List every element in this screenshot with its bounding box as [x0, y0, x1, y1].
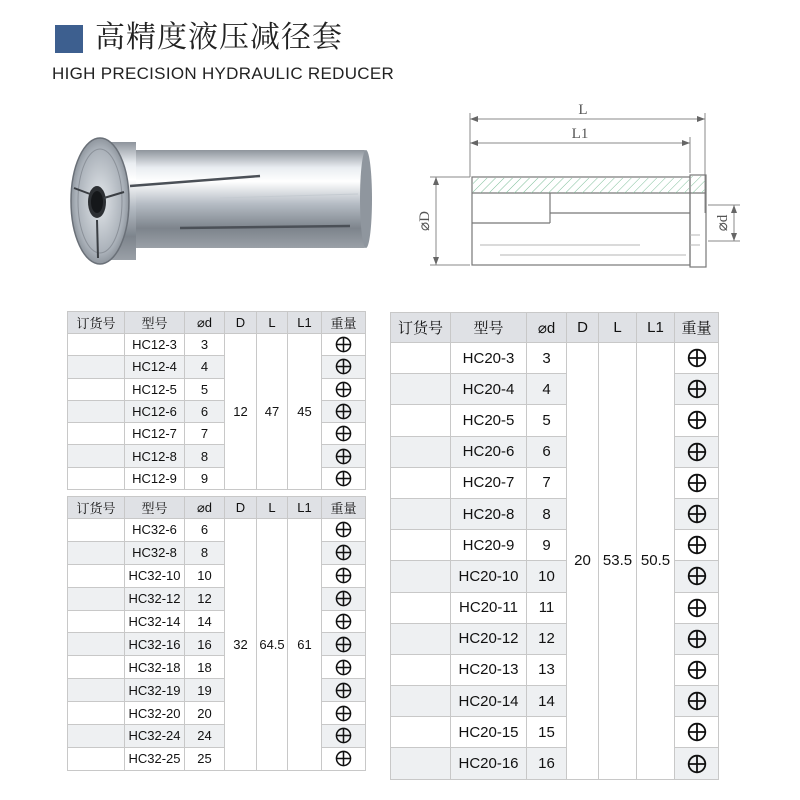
d-cell: 6 [185, 400, 225, 422]
d-cell: 10 [185, 564, 225, 587]
title-accent-square [55, 25, 83, 53]
weight-cell [675, 717, 719, 748]
order-no-cell [68, 564, 125, 587]
weight-cell [322, 610, 366, 633]
L-cell: 53.5 [599, 343, 637, 780]
d-cell: 8 [527, 498, 567, 529]
circle-plus-icon [335, 613, 352, 628]
product-photo [60, 128, 380, 278]
circle-plus-icon [335, 750, 352, 765]
d-cell: 3 [527, 343, 567, 374]
table-row [68, 610, 366, 633]
model-cell: HC32-10 [125, 564, 185, 587]
order-no-cell [68, 610, 125, 633]
weight-cell [322, 747, 366, 770]
model-cell: HC20-6 [451, 436, 527, 467]
weight-cell [675, 561, 719, 592]
circle-plus-icon [335, 727, 352, 742]
d-cell: 13 [527, 654, 567, 685]
model-cell: HC20-8 [451, 498, 527, 529]
D-cell: 20 [567, 343, 599, 780]
model-cell: HC20-12 [451, 623, 527, 654]
d-cell: 19 [185, 679, 225, 702]
table-row [68, 445, 366, 467]
order-no-cell [391, 561, 451, 592]
weight-cell [322, 725, 366, 748]
circle-plus-icon [335, 358, 352, 373]
d-cell: 10 [527, 561, 567, 592]
table-row [68, 541, 366, 564]
dim-L1-label: L1 [571, 126, 589, 142]
weight-cell [322, 334, 366, 356]
weight-cell [322, 541, 366, 564]
dim-D-label: ⌀D [417, 211, 433, 231]
weight-cell [322, 400, 366, 422]
d-cell: 14 [527, 686, 567, 717]
circle-plus-icon [687, 630, 707, 647]
d-cell: 14 [185, 610, 225, 633]
circle-plus-icon [687, 474, 707, 491]
circle-plus-icon [335, 403, 352, 418]
col-d: ⌀d [527, 313, 567, 343]
col-D: D [225, 497, 257, 519]
order-no-cell [68, 423, 125, 445]
model-cell: HC20-15 [451, 717, 527, 748]
order-no-cell [68, 679, 125, 702]
weight-cell [675, 405, 719, 436]
model-cell: HC32-20 [125, 702, 185, 725]
order-no-cell [68, 400, 125, 422]
model-cell: HC20-13 [451, 654, 527, 685]
model-cell: HC20-10 [451, 561, 527, 592]
d-cell: 7 [527, 467, 567, 498]
model-cell: HC12-6 [125, 400, 185, 422]
weight-cell [322, 679, 366, 702]
model-cell: HC32-14 [125, 610, 185, 633]
model-cell: HC20-16 [451, 748, 527, 779]
circle-plus-icon [687, 443, 707, 460]
d-cell: 20 [185, 702, 225, 725]
model-cell: HC12-5 [125, 378, 185, 400]
table-row [68, 725, 366, 748]
order-no-cell [391, 498, 451, 529]
table-header-row [68, 312, 366, 334]
table-row [68, 356, 366, 378]
model-cell: HC20-3 [451, 343, 527, 374]
d-cell: 18 [185, 656, 225, 679]
model-cell: HC20-5 [451, 405, 527, 436]
table-row [68, 587, 366, 610]
table-row [68, 378, 366, 400]
weight-cell [675, 748, 719, 779]
order-no-cell [68, 378, 125, 400]
model-cell: HC12-9 [125, 467, 185, 489]
circle-plus-icon [687, 411, 707, 428]
circle-plus-icon [687, 755, 707, 772]
circle-plus-icon [335, 381, 352, 396]
col-d: ⌀d [185, 312, 225, 334]
weight-cell [675, 374, 719, 405]
table-header-row [68, 497, 366, 519]
order-no-cell [68, 519, 125, 542]
d-cell: 8 [185, 541, 225, 564]
col-model: 型号 [125, 312, 185, 334]
d-cell: 9 [527, 530, 567, 561]
weight-cell [322, 423, 366, 445]
order-no-cell [391, 623, 451, 654]
L1-cell: 45 [288, 334, 322, 490]
circle-plus-icon [687, 723, 707, 740]
order-no-cell [391, 748, 451, 779]
order-no-cell [391, 654, 451, 685]
circle-plus-icon [335, 636, 352, 651]
d-cell: 8 [185, 445, 225, 467]
circle-plus-icon [335, 682, 352, 697]
circle-plus-icon [335, 544, 352, 559]
circle-plus-icon [335, 425, 352, 440]
order-no-cell [68, 702, 125, 725]
circle-plus-icon [335, 705, 352, 720]
weight-cell [322, 656, 366, 679]
model-cell: HC32-19 [125, 679, 185, 702]
circle-plus-icon [335, 448, 352, 463]
circle-plus-icon [687, 567, 707, 584]
model-cell: HC20-14 [451, 686, 527, 717]
col-weight: 重量 [322, 497, 366, 519]
model-cell: HC12-8 [125, 445, 185, 467]
d-cell: 9 [185, 467, 225, 489]
order-no-cell [391, 467, 451, 498]
table-row [68, 519, 366, 542]
model-cell: HC32-8 [125, 541, 185, 564]
weight-cell [675, 686, 719, 717]
d-cell: 4 [527, 374, 567, 405]
d-cell: 11 [527, 592, 567, 623]
weight-cell [322, 445, 366, 467]
table-row [68, 633, 366, 656]
order-no-cell [68, 334, 125, 356]
d-cell: 4 [185, 356, 225, 378]
weight-cell [675, 498, 719, 529]
circle-plus-icon [335, 659, 352, 674]
d-cell: 5 [527, 405, 567, 436]
table-row [68, 747, 366, 770]
L-cell: 64.5 [257, 519, 288, 771]
page-title: 高精度液压减径套 [95, 20, 343, 55]
col-D: D [567, 313, 599, 343]
table-row [68, 702, 366, 725]
model-cell: HC12-7 [125, 423, 185, 445]
weight-cell [675, 654, 719, 685]
d-cell: 24 [185, 725, 225, 748]
d-cell: 3 [185, 334, 225, 356]
col-order-no: 订货号 [68, 312, 125, 334]
weight-cell [675, 436, 719, 467]
col-weight: 重量 [675, 313, 719, 343]
weight-cell [322, 633, 366, 656]
circle-plus-icon [687, 349, 707, 366]
weight-cell [322, 702, 366, 725]
order-no-cell [68, 725, 125, 748]
order-no-cell [68, 445, 125, 467]
spec-table-hc32 [67, 496, 366, 771]
weight-cell [675, 467, 719, 498]
order-no-cell [68, 467, 125, 489]
dim-L-label: L [578, 102, 588, 118]
circle-plus-icon [335, 590, 352, 605]
order-no-cell [391, 592, 451, 623]
col-order-no: 订货号 [68, 497, 125, 519]
table-row [68, 400, 366, 422]
order-no-cell [391, 436, 451, 467]
circle-plus-icon [687, 692, 707, 709]
model-cell: HC32-18 [125, 656, 185, 679]
L1-cell: 50.5 [637, 343, 675, 780]
col-d: ⌀d [185, 497, 225, 519]
model-cell: HC32-6 [125, 519, 185, 542]
d-cell: 12 [527, 623, 567, 654]
circle-plus-icon [335, 470, 352, 485]
d-cell: 15 [527, 717, 567, 748]
order-no-cell [391, 405, 451, 436]
model-cell: HC32-24 [125, 725, 185, 748]
order-no-cell [68, 356, 125, 378]
table-row [68, 564, 366, 587]
weight-cell [322, 467, 366, 489]
order-no-cell [68, 656, 125, 679]
weight-cell [322, 564, 366, 587]
circle-plus-icon [335, 567, 352, 582]
col-L1: L1 [637, 313, 675, 343]
d-cell: 16 [185, 633, 225, 656]
D-cell: 12 [225, 334, 257, 490]
col-L1: L1 [288, 312, 322, 334]
weight-cell [322, 356, 366, 378]
weight-cell [322, 378, 366, 400]
col-L: L [257, 312, 288, 334]
weight-cell [675, 623, 719, 654]
technical-drawing [400, 95, 760, 285]
page-subtitle: HIGH PRECISION HYDRAULIC REDUCER [52, 64, 395, 83]
model-cell: HC20-7 [451, 467, 527, 498]
order-no-cell [391, 343, 451, 374]
table-row [68, 334, 366, 356]
d-cell: 6 [185, 519, 225, 542]
model-cell: HC20-9 [451, 530, 527, 561]
spec-table-hc12 [67, 311, 366, 490]
col-L: L [257, 497, 288, 519]
d-cell: 6 [527, 436, 567, 467]
L1-cell: 61 [288, 519, 322, 771]
L-cell: 47 [257, 334, 288, 490]
order-no-cell [68, 587, 125, 610]
weight-cell [675, 343, 719, 374]
model-cell: HC32-16 [125, 633, 185, 656]
table-row [391, 343, 719, 374]
order-no-cell [391, 374, 451, 405]
table-row [68, 679, 366, 702]
circle-plus-icon [335, 521, 352, 536]
d-cell: 25 [185, 747, 225, 770]
table-row [68, 423, 366, 445]
table-row [68, 656, 366, 679]
model-cell: HC20-11 [451, 592, 527, 623]
col-D: D [225, 312, 257, 334]
order-no-cell [391, 686, 451, 717]
dim-d-label: ⌀d [715, 214, 731, 232]
d-cell: 16 [527, 748, 567, 779]
table-row [68, 467, 366, 489]
d-cell: 5 [185, 378, 225, 400]
spec-table-hc20 [390, 312, 719, 780]
model-cell: HC32-12 [125, 587, 185, 610]
weight-cell [322, 519, 366, 542]
weight-cell [675, 592, 719, 623]
weight-cell [675, 530, 719, 561]
order-no-cell [68, 541, 125, 564]
col-L: L [599, 313, 637, 343]
order-no-cell [391, 717, 451, 748]
model-cell: HC12-3 [125, 334, 185, 356]
d-cell: 7 [185, 423, 225, 445]
model-cell: HC12-4 [125, 356, 185, 378]
circle-plus-icon [687, 599, 707, 616]
model-cell: HC20-4 [451, 374, 527, 405]
col-weight: 重量 [322, 312, 366, 334]
col-model: 型号 [125, 497, 185, 519]
circle-plus-icon [687, 380, 707, 397]
order-no-cell [68, 633, 125, 656]
table-header-row [391, 313, 719, 343]
circle-plus-icon [687, 661, 707, 678]
col-L1: L1 [288, 497, 322, 519]
circle-plus-icon [687, 505, 707, 522]
col-model: 型号 [451, 313, 527, 343]
weight-cell [322, 587, 366, 610]
order-no-cell [68, 747, 125, 770]
d-cell: 12 [185, 587, 225, 610]
circle-plus-icon [335, 336, 352, 351]
D-cell: 32 [225, 519, 257, 771]
circle-plus-icon [687, 536, 707, 553]
col-order-no: 订货号 [391, 313, 451, 343]
order-no-cell [391, 530, 451, 561]
model-cell: HC32-25 [125, 747, 185, 770]
